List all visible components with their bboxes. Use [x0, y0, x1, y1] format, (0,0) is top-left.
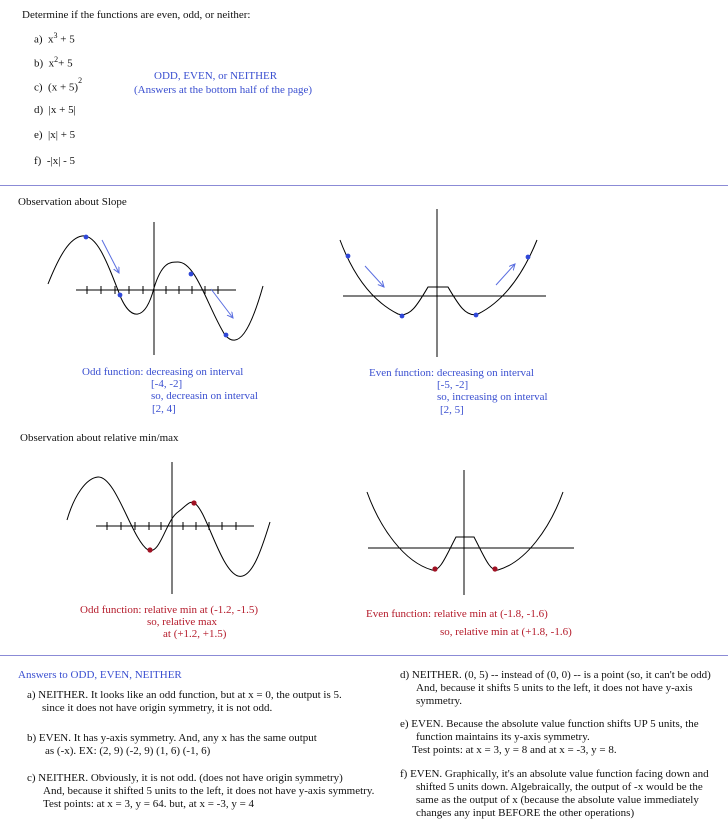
point — [474, 313, 479, 318]
point — [189, 272, 194, 277]
point — [224, 333, 229, 338]
instructions: Determine if the functions are even, odd, or neither: — [22, 9, 251, 21]
point — [526, 255, 531, 260]
slope-arrow-left — [365, 266, 384, 287]
answer-c: c) NEITHER. Obviously, it is not odd. (does not have origin symmetry) And, because it shifted 5 units to the left, it does not have y-axis symmetry. Test points: at x = 3, y = 64. but, at x = -3, y = 4 — [27, 772, 375, 810]
even-slope-caption-3: so, increasing on interval — [437, 391, 548, 403]
relative-min-point — [147, 547, 152, 552]
section-divider-bottom — [0, 655, 728, 656]
slope-arrow-right — [496, 264, 515, 285]
curve — [48, 236, 263, 340]
relative-max-point — [191, 500, 196, 505]
odd-slope-caption-3: so, decreasin on interval — [151, 390, 258, 402]
relative-min-point-right — [492, 566, 497, 571]
even-slope-caption-4: [2, 5] — [440, 404, 464, 416]
problem-c: c) $(x + 5)^2$ — [34, 76, 83, 94]
odd-slope-graph — [48, 222, 263, 355]
answer-f: f) EVEN. Graphically, it's an absolute value function facing down and shifted 5 units down. Algebraically, the output of -x would be the same as the output of x (because the absolute value immediately changes any input BEFORE the other operations) — [400, 768, 709, 819]
problem-e: e) |x| + 5 — [34, 129, 76, 141]
even-slope-graph — [340, 209, 546, 357]
odd-slope-caption-2: [-4, -2] — [151, 378, 183, 390]
slope-heading: Observation about Slope — [18, 196, 127, 208]
odd-slope-caption-4: [2, 4] — [152, 403, 176, 415]
odd-slope-caption-1: Odd function: decreasing on interval — [82, 366, 244, 378]
even-slope-caption-1: Even function: decreasing on interval — [369, 367, 534, 379]
answer-a: a) NEITHER. It looks like an odd function, but at x = 0, the output is 5. since it does not have origin symmetry, it is not odd. — [27, 689, 342, 714]
minmax-heading: Observation about relative min/max — [20, 432, 179, 444]
answers-heading: Answers to ODD, EVEN, NEITHER — [18, 669, 182, 681]
problem-d: d) |x + 5| — [34, 104, 76, 116]
tick-marks — [87, 286, 218, 294]
point — [84, 235, 89, 240]
slope-arrow-left — [102, 240, 119, 273]
problem-b: b) $x^2+ 5$ — [34, 55, 73, 70]
even-minmax-graph — [367, 470, 574, 595]
even-minmax-caption-2: so, relative min at (+1.8, -1.6) — [440, 626, 572, 638]
odd-minmax-caption-1: Odd function: relative min at (-1.2, -1.5) — [80, 604, 259, 616]
odd-minmax-graph — [67, 462, 270, 594]
problem-a: a) $x^3 + 5$ — [34, 31, 75, 46]
section-divider-top — [0, 185, 728, 186]
odd-minmax-caption-2: so, relative max — [147, 616, 217, 628]
tick-marks — [107, 522, 236, 530]
point — [400, 314, 405, 319]
relative-min-point-left — [432, 566, 437, 571]
hint-line-2: (Answers at the bottom half of the page) — [134, 84, 313, 96]
curve — [367, 492, 563, 570]
answer-e: e) EVEN. Because the absolute value function shifts UP 5 units, the function maintains its y-axis symmetry. Test points: at x = 3, y = 8 and at x = -3, y = 8. — [400, 718, 699, 756]
point — [118, 293, 123, 298]
point — [346, 254, 351, 259]
hint-line-1: ODD, EVEN, or NEITHER — [154, 70, 278, 82]
answer-b: b) EVEN. It has y-axis symmetry. And, any x has the same output as (-x). EX: (2, 9) (-2, 9) (1, 6) (-1, 6) — [27, 732, 317, 757]
curve — [67, 477, 270, 576]
curve — [340, 240, 537, 315]
problem-f: f) -|x| - 5 — [34, 155, 76, 167]
even-slope-caption-2: [-5, -2] — [437, 379, 469, 391]
answer-d: d) NEITHER. (0, 5) -- instead of (0, 0) -- is a point (so, it can't be odd) And, because it shifts 5 units to the left, it does not have y-axis symmetry. — [400, 669, 711, 707]
slope-arrow-right — [211, 289, 233, 318]
odd-minmax-caption-3: at (+1.2, +1.5) — [163, 628, 227, 640]
even-minmax-caption-1: Even function: relative min at (-1.8, -1.6) — [366, 608, 548, 620]
